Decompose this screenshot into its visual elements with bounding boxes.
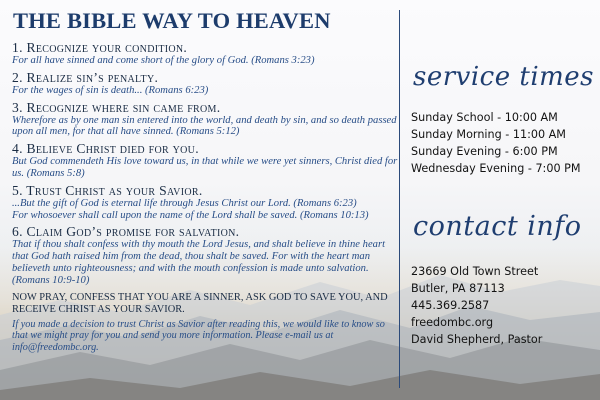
step-6	[12, 224, 398, 286]
step-verse: But God commendeth His love toward us, in that while we were yet sinners, Christ died for us. (Romans 5:8)	[12, 156, 398, 179]
step-heading: 4. Believe Christ died for you.	[12, 141, 199, 157]
step-heading: 2. Realize sin’s penalty.	[12, 69, 159, 85]
step-heading: 1. Recognize your condition.	[12, 40, 188, 55]
step-verse: For all have sinned and come short of the glory of God. (Romans 3:23)	[12, 55, 315, 66]
step-2	[12, 70, 398, 97]
phone-number: 445.369.2587	[411, 299, 490, 312]
service-time-item: Wednesday Evening - 7:00 PM	[411, 162, 581, 175]
page-title: THE BIBLE WAY TO HEAVEN	[13, 8, 331, 33]
step-1	[12, 40, 398, 67]
step-3	[12, 100, 398, 139]
step-5	[12, 183, 398, 222]
column-divider	[399, 10, 400, 388]
step-heading: 6. Claim God’s promise for salvation.	[12, 224, 240, 240]
prayer-instruction: NOW PRAY, CONFESS THAT YOU ARE A SINNER, ASK GOD TO SAVE YOU, AND RECEIVE CHRIST AS YOUR SAVIOR.	[12, 291, 388, 315]
service-time-item: Sunday School - 10:00 AM	[411, 111, 558, 124]
step-verse: Wherefore as by one man sin entered into the world, and death by sin, and so death passed upon all men, for that all have sinned. (Romans 5:12)	[12, 114, 397, 138]
service-time-item: Sunday Morning - 11:00 AM	[411, 128, 566, 141]
contact-info-list	[411, 263, 542, 348]
step-4	[12, 141, 398, 180]
plan-of-salvation-column	[12, 8, 398, 353]
service-time-item: Sunday Evening - 6:00 PM	[411, 145, 558, 158]
step-verse: ...But the gift of God is eternal life through Jesus Christ our Lord. (Romans 6:23) For whosoever shall call upon the name of the Lord shall be saved. (Romans 10:13)	[12, 197, 369, 221]
step-verse: For the wages of sin is death... (Romans 6:23)	[12, 84, 209, 96]
step-verse: That if thou shalt confess with thy mouth the Lord Jesus, and shalt believe in thine heart that God hath raised him from the dead, thou shalt be saved. For with the heart man believeth unto righteousness; and with the mouth confession is made unto salvation. (Romans 10:9-10)	[12, 239, 386, 286]
followup-note: If you made a decision to trust Christ as Savior after reading this, we would like to know so that we might pray for you and send you more information. Please e-mail us at info@freedombc.org.	[12, 318, 385, 353]
website: freedombc.org	[411, 316, 494, 329]
step-heading: 5. Trust Christ as your Savior.	[12, 182, 203, 198]
pastor-name: David Shepherd, Pastor	[411, 333, 543, 346]
step-heading: 3. Recognize where sin came from.	[12, 99, 221, 115]
contact-info-heading: contact info	[413, 211, 582, 242]
city-state-zip: Butler, PA 87113	[411, 282, 505, 295]
street-address: 23669 Old Town Street	[411, 265, 539, 278]
service-times-list	[411, 109, 581, 177]
service-times-heading: service times	[413, 62, 595, 92]
